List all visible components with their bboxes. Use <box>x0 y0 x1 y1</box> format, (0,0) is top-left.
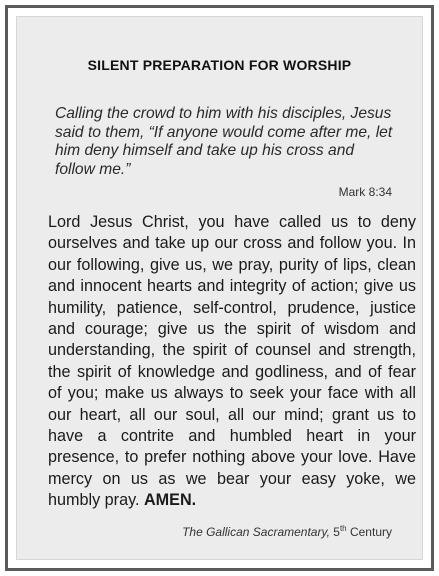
source-attribution <box>182 524 392 539</box>
source-century-word: Century <box>349 525 392 539</box>
page-title: SILENT PREPARATION FOR WORSHIP <box>87 57 352 73</box>
prayer-body <box>48 212 416 512</box>
prayer-text: Lord Jesus Christ, you have called us to deny ourselves and take up our cross and follow you. In our following, give us, we pray, purity of lips, clean and innocent hearts and integrity of action; give us humility, patience, self-control, prudence, justice and courage; give us the spirit of wisdom and understanding, the spirit of counsel and strength, the spirit of knowledge and godliness, and of fear of you; make us always to seek your face with all our heart, all our soul, all our mind; grant us to have a contrite and humbled heart in your presence, to prefer nothing above your love. Have mercy on us as we bear your easy yoke, we humbly pray. <box>48 213 416 510</box>
source-century-number: 5 <box>333 525 340 539</box>
source-work: The Gallican Sacramentary, <box>182 525 330 539</box>
source-century-suffix: th <box>339 524 347 533</box>
prayer-card <box>5 5 434 571</box>
scripture-quote: Calling the crowd to him with his disciples, Jesus said to them, “If anyone would come after me, let him deny himself and take up his cross and follow me.” <box>55 105 393 178</box>
scripture-reference: Mark 8:34 <box>338 185 392 199</box>
card-panel <box>16 16 423 560</box>
amen-text: AMEN. <box>143 491 197 510</box>
